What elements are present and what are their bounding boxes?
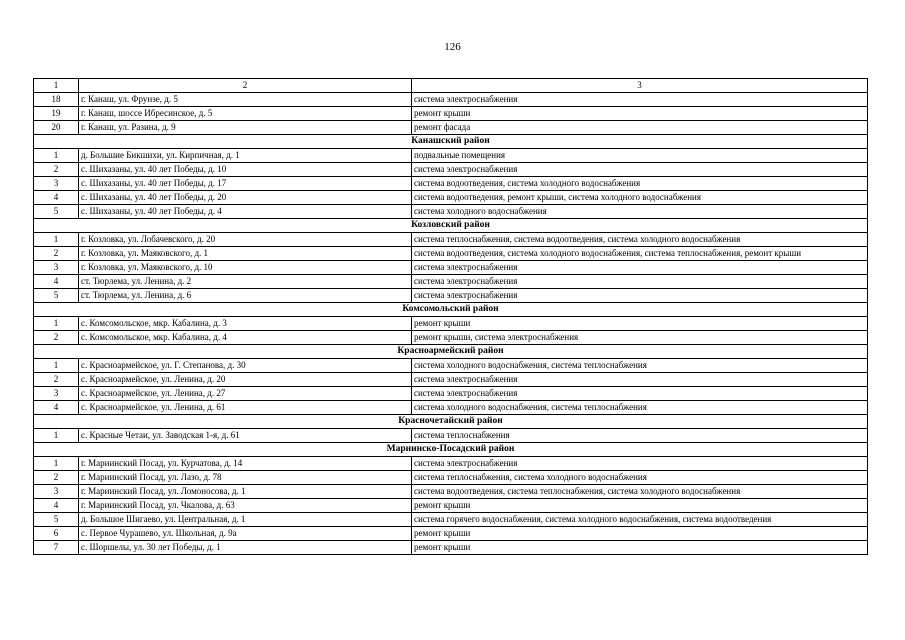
table-row [34, 499, 868, 513]
address-cell: с. Красные Четаи, ул. Заводская 1-я, д. 61 [79, 429, 412, 443]
row-number: 1 [34, 359, 79, 373]
district-section-row [34, 345, 868, 359]
address-cell: ст. Тюрлема, ул. Ленина, д. 2 [79, 275, 412, 289]
table-row [34, 513, 868, 527]
district-title: Канашский район [34, 135, 868, 149]
row-number: 4 [34, 401, 79, 415]
works-cell: система горячего водоснабжения, система холодного водоснабжения, система водоотведения [412, 513, 868, 527]
table-row [34, 261, 868, 275]
row-number: 6 [34, 527, 79, 541]
row-number: 18 [34, 93, 79, 107]
works-cell: система холодного водоснабжения, система теплоснабжения [412, 401, 868, 415]
column-header-address: 2 [79, 79, 412, 93]
table-row [34, 275, 868, 289]
table-row [34, 177, 868, 191]
address-cell: г. Мариинский Посад, ул. Лазо, д. 78 [79, 471, 412, 485]
table-row [34, 359, 868, 373]
row-number: 3 [34, 387, 79, 401]
row-number: 1 [34, 457, 79, 471]
column-header-works: 3 [412, 79, 868, 93]
district-section-row [34, 135, 868, 149]
table-row [34, 471, 868, 485]
table-row [34, 373, 868, 387]
works-cell: система электроснабжения [412, 93, 868, 107]
table-row [34, 205, 868, 219]
row-number: 5 [34, 205, 79, 219]
table-row [34, 289, 868, 303]
row-number: 1 [34, 149, 79, 163]
table-row [34, 107, 868, 121]
works-cell: система водоотведения, ремонт крыши, система холодного водоснабжения [412, 191, 868, 205]
district-section-row [34, 415, 868, 429]
works-cell: система теплоснабжения, система водоотведения, система холодного водоснабжения [412, 233, 868, 247]
row-number: 20 [34, 121, 79, 135]
address-cell: с. Комсомольское, мкр. Кабалина, д. 4 [79, 331, 412, 345]
district-title: Комсомольский район [34, 303, 868, 317]
works-cell: система электроснабжения [412, 275, 868, 289]
table-row [34, 93, 868, 107]
table-row [34, 331, 868, 345]
works-cell: система электроснабжения [412, 289, 868, 303]
works-cell: система водоотведения, система холодного водоснабжения [412, 177, 868, 191]
works-cell: система водоотведения, система холодного водоснабжения, система теплоснабжения, ремонт крыши [412, 247, 868, 261]
works-cell: система электроснабжения [412, 373, 868, 387]
district-title: Красноармейский район [34, 345, 868, 359]
row-number: 5 [34, 289, 79, 303]
address-cell: с. Шоршелы, ул. 30 лет Победы, д. 1 [79, 541, 412, 555]
address-cell: г. Канаш, шоссе Ибресинское, д. 5 [79, 107, 412, 121]
table-row [34, 401, 868, 415]
row-number: 4 [34, 499, 79, 513]
district-section-row [34, 219, 868, 233]
row-number: 4 [34, 191, 79, 205]
address-cell: с. Красноармейское, ул. Г. Степанова, д. 30 [79, 359, 412, 373]
table-row [34, 485, 868, 499]
address-cell: с. Шихазаны, ул. 40 лет Победы, д. 10 [79, 163, 412, 177]
row-number: 19 [34, 107, 79, 121]
address-cell: г. Мариинский Посад, ул. Чкалова, д. 63 [79, 499, 412, 513]
table-row [34, 527, 868, 541]
address-cell: г. Козловка, ул. Лобачевского, д. 20 [79, 233, 412, 247]
works-cell: система холодного водоснабжения [412, 205, 868, 219]
row-number: 1 [34, 429, 79, 443]
row-number: 3 [34, 177, 79, 191]
table-row [34, 149, 868, 163]
address-cell: г. Канаш, ул. Фрунзе, д. 5 [79, 93, 412, 107]
works-cell: система электроснабжения [412, 261, 868, 275]
district-title: Красночетайский район [34, 415, 868, 429]
table-row [34, 387, 868, 401]
row-number: 1 [34, 317, 79, 331]
table-row [34, 457, 868, 471]
table-row [34, 121, 868, 135]
address-cell: г. Козловка, ул. Маяковского, д. 10 [79, 261, 412, 275]
address-cell: с. Шихазаны, ул. 40 лет Победы, д. 17 [79, 177, 412, 191]
address-cell: с. Шихазаны, ул. 40 лет Победы, д. 20 [79, 191, 412, 205]
district-section-row [34, 303, 868, 317]
table-body [34, 93, 868, 555]
table-header-row [34, 79, 868, 93]
address-cell: с. Красноармейское, ул. Ленина, д. 20 [79, 373, 412, 387]
address-cell: с. Красноармейское, ул. Ленина, д. 61 [79, 401, 412, 415]
works-cell: система теплоснабжения [412, 429, 868, 443]
row-number: 1 [34, 233, 79, 247]
works-cell: система электроснабжения [412, 457, 868, 471]
row-number: 3 [34, 485, 79, 499]
row-number: 2 [34, 471, 79, 485]
district-section-row [34, 443, 868, 457]
row-number: 2 [34, 373, 79, 387]
table-row [34, 429, 868, 443]
works-table [33, 78, 868, 555]
row-number: 7 [34, 541, 79, 555]
row-number: 5 [34, 513, 79, 527]
works-cell: ремонт крыши [412, 317, 868, 331]
district-title: Козловский район [34, 219, 868, 233]
works-cell: ремонт крыши [412, 107, 868, 121]
works-cell: система электроснабжения [412, 163, 868, 177]
table-row [34, 233, 868, 247]
works-cell: система электроснабжения [412, 387, 868, 401]
row-number: 2 [34, 163, 79, 177]
table-row [34, 163, 868, 177]
works-cell: система холодного водоснабжения, система теплоснабжения [412, 359, 868, 373]
row-number: 4 [34, 275, 79, 289]
address-cell: г. Канаш, ул. Разина, д. 9 [79, 121, 412, 135]
address-cell: г. Мариинский Посад, ул. Курчатова, д. 14 [79, 457, 412, 471]
row-number: 2 [34, 331, 79, 345]
row-number: 2 [34, 247, 79, 261]
address-cell: ст. Тюрлема, ул. Ленина, д. 6 [79, 289, 412, 303]
page-number: 126 [444, 41, 461, 53]
column-header-number: 1 [34, 79, 79, 93]
works-cell: ремонт крыши [412, 541, 868, 555]
address-cell: с. Первое Чурашево, ул. Школьная, д. 9а [79, 527, 412, 541]
address-cell: с. Шихазаны, ул. 40 лет Победы, д. 4 [79, 205, 412, 219]
address-cell: с. Красноармейское, ул. Ленина, д. 27 [79, 387, 412, 401]
works-cell: система водоотведения, система теплоснабжения, система холодного водоснабжения [412, 485, 868, 499]
table-row [34, 191, 868, 205]
works-cell: ремонт крыши [412, 499, 868, 513]
address-cell: с. Комсомольское, мкр. Кабалина, д. 3 [79, 317, 412, 331]
works-cell: ремонт фасада [412, 121, 868, 135]
table-row [34, 541, 868, 555]
address-cell: г. Мариинский Посад, ул. Ломоносова, д. 1 [79, 485, 412, 499]
address-cell: д. Большое Шигаево, ул. Центральная, д. 1 [79, 513, 412, 527]
works-cell: ремонт крыши, система электроснабжения [412, 331, 868, 345]
address-cell: д. Большие Бикшихи, ул. Кирпичная, д. 1 [79, 149, 412, 163]
works-cell: подвальные помещения [412, 149, 868, 163]
works-cell: ремонт крыши [412, 527, 868, 541]
address-cell: г. Козловка, ул. Маяковского, д. 1 [79, 247, 412, 261]
table-row [34, 247, 868, 261]
row-number: 3 [34, 261, 79, 275]
works-cell: система теплоснабжения, система холодного водоснабжения [412, 471, 868, 485]
table-row [34, 317, 868, 331]
district-title: Мариинско-Посадский район [34, 443, 868, 457]
